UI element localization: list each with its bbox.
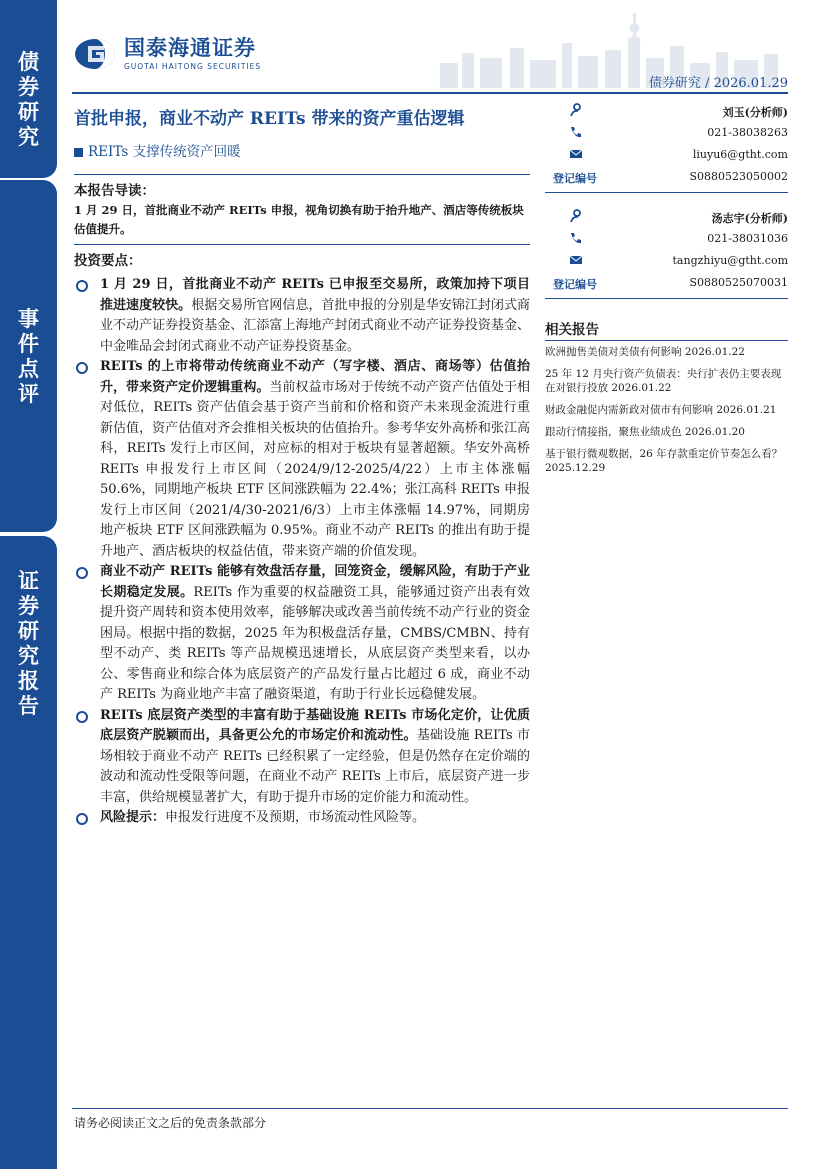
point-bold: REITs 的上市将带动传统商业不动产（写字楼、酒店、商场等）估值抬升，带来资产定价逻辑重构。	[100, 359, 530, 395]
sidebar-tag-bond-research	[0, 0, 57, 178]
sidebar-tag-char: 件	[18, 331, 39, 356]
email-icon	[569, 147, 583, 161]
sidebar-tag-char: 债	[18, 49, 39, 74]
point-bold: 风险提示：	[100, 810, 166, 825]
analyst-divider	[545, 192, 788, 193]
sidebar	[0, 0, 57, 1169]
footer-divider	[72, 1108, 788, 1109]
circle-bullet-icon	[76, 362, 88, 374]
point-bold: 商业不动产 REITs 能够有效盘活存量，回笼资金，缓解风险，有助于产业长期稳定发展。	[100, 564, 530, 600]
related-reports-heading: 相关报告	[545, 322, 599, 338]
related-reports-list	[545, 345, 788, 483]
lead-heading: 本报告导读：	[74, 183, 155, 199]
analyst-reg: S0880525070031	[689, 276, 788, 289]
list-item	[74, 357, 530, 562]
analyst-phone: 021-38038263	[707, 126, 788, 139]
person-icon	[569, 103, 583, 117]
sidebar-tag-char: 究	[18, 643, 39, 668]
sidebar-tag-event-review	[0, 180, 57, 532]
circle-bullet-icon	[76, 711, 88, 723]
report-subtitle	[74, 140, 241, 160]
related-report-link[interactable]: 25 年 12 月央行资产负债表：央行扩表仍主要表现在对银行投放 2026.01.22	[545, 368, 782, 394]
point-text: REITs 作为重要的权益融资工具，能够通过资产出表有效提升资产周转和资本使用效率，能够解决或改善当前传统不动产行业的资金困局。根据中指的数据，2025 年为积极盘活存量，CMBS/CMBN、持有型不动产、类 REITs 等产品规模迅速增长，从底层资产类型来看，以办公、零售商业和综合体为底层资产的产品发行量占比超过 6 成，商业不动产 REITs 为商业地产丰富了融资渠道，有助于行业长远稳健发展。	[100, 584, 530, 702]
circle-bullet-icon	[76, 567, 88, 579]
sidebar-tag-securities-report	[0, 536, 57, 1169]
points-heading: 投资要点：	[74, 253, 142, 269]
investment-points	[74, 275, 530, 829]
lead-text: 1 月 29 日，首批商业不动产 REITs 申报，视角切换有助于抬升地产、酒店等传统板块估值提升。	[74, 203, 524, 236]
sidebar-tag-char: 报	[18, 668, 39, 693]
point-bold: 1 月 29 日，首批商业不动产 REITs 已申报至交易所，政策加持下项目推进速度较快。	[100, 277, 530, 313]
circle-bullet-icon	[76, 813, 88, 825]
sidebar-tag-char: 告	[18, 693, 39, 718]
point-text: 根据交易所官网信息，首批申报的分别是华安锦江封闭式商业不动产证券投资基金、汇添富上海地产封闭式商业不动产证券投资基金、中金唯品会封闭式商业不动产证券投资基金。	[100, 297, 530, 354]
point-text: 基础设施 REITs 市场相较于商业不动产 REITs 已经积累了一定经验，但是仍然存在定价端的波动和流动性受限等问题，在商业不动产 REITs 上市后，底层资产进一步丰富，供给规模显著扩大，有助于提升市场的定价能力和流动性。	[100, 728, 530, 805]
reg-label: 登记编号	[553, 278, 597, 291]
analyst-divider	[545, 298, 788, 299]
header-section-date: 债券研究 / 2026.01.29	[648, 76, 788, 91]
related-report-link[interactable]: 跟动行情接指，聚焦业绩成色 2026.01.20	[545, 426, 745, 438]
analyst-name: 刘玉(分析师)	[722, 106, 788, 119]
person-icon	[569, 209, 583, 223]
logo-mark-icon	[74, 38, 116, 70]
sidebar-tag-char: 评	[18, 381, 39, 406]
brand-logo	[74, 36, 261, 71]
circle-bullet-icon	[76, 280, 88, 292]
subtitle-text: REITs 支撑传统资产回暖	[88, 144, 241, 160]
sidebar-tag-text	[18, 49, 39, 149]
analyst-reg: S0880523050002	[689, 170, 788, 183]
logo-text-cn: 国泰海通证券	[124, 36, 256, 60]
sidebar-tag-text	[18, 306, 39, 406]
points-divider	[74, 244, 530, 245]
header-divider	[72, 92, 788, 94]
sidebar-tag-char: 券	[18, 74, 39, 99]
sidebar-tag-char: 究	[18, 124, 39, 149]
point-text: 当前权益市场对于传统不动产资产估值处于相对低位，REITs 资产估值会基于资产当前和价格和资产未来现金流进行重新估值，资产估值对齐会推相关板块的估值抬升。参考华安外高桥和张江高科，REITs 发行上市区间，对应标的相对于板块有显著超额。华安外高桥 REITs 申报发行上市区间（2024/9/12-2025/4/22）上市主体涨幅 50.6%，同期地产板块 ETF 区间涨跌幅为 22.4%；张江高科 REITs 申报发行上市区间（2021/4/30-2021/6/3）上市主体涨幅 14.97%，同期房地产板块 ETF 区间涨跌幅为 0.95%。商业不动产 REITs 的推出有助于提升地产、酒店板块的权益估值，带来资产端的价值发现。	[100, 379, 530, 559]
point-text: 申报发行进度不及预期，市场流动性风险等。	[165, 810, 426, 825]
point-bold: REITs 底层资产类型的丰富有助于基础设施 REITs 市场化定价，让优质底层资产脱颖而出，具备更公允的市场定价和流动性。	[100, 707, 530, 743]
related-divider	[545, 340, 788, 341]
square-bullet-icon	[74, 148, 83, 157]
logo-text-en: GUOTAI HAITONG SECURITIES	[124, 62, 262, 71]
analyst-card	[545, 206, 788, 294]
analyst-name: 汤志宇(分析师)	[711, 212, 788, 225]
sidebar-tag-char: 点	[18, 356, 39, 381]
list-item	[74, 808, 530, 829]
related-report-link[interactable]: 财政金融促内需新政对债市有何影响 2026.01.21	[545, 404, 777, 416]
sidebar-tag-text	[18, 568, 39, 718]
footer-disclaimer: 请务必阅读正文之后的免责条款部分	[74, 1116, 267, 1130]
phone-icon	[569, 231, 583, 245]
sidebar-tag-char: 券	[18, 593, 39, 618]
analyst-email: tangzhiyu@gtht.com	[672, 254, 788, 267]
sidebar-tag-char: 证	[18, 568, 39, 593]
list-item	[74, 275, 530, 357]
report-title: 首批申报，商业不动产 REITs 带来的资产重估逻辑	[74, 109, 465, 129]
sidebar-tag-char: 研	[18, 99, 39, 124]
list-item	[74, 706, 530, 809]
email-icon	[569, 253, 583, 267]
related-report-link[interactable]: 欧洲抛售美债对美债有何影响 2026.01.22	[545, 346, 745, 358]
sidebar-tag-char: 研	[18, 618, 39, 643]
analyst-email: liuyu6@gtht.com	[692, 148, 788, 161]
sidebar-tag-char: 事	[18, 306, 39, 331]
related-report-link[interactable]: 基于银行微观数据，26 年存款重定价节奏怎么看？ 2025.12.29	[545, 448, 783, 474]
analyst-phone: 021-38031036	[707, 232, 788, 245]
list-item	[74, 562, 530, 706]
analyst-card	[545, 100, 788, 188]
lead-divider	[74, 174, 530, 175]
reg-label: 登记编号	[553, 172, 597, 185]
phone-icon	[569, 125, 583, 139]
